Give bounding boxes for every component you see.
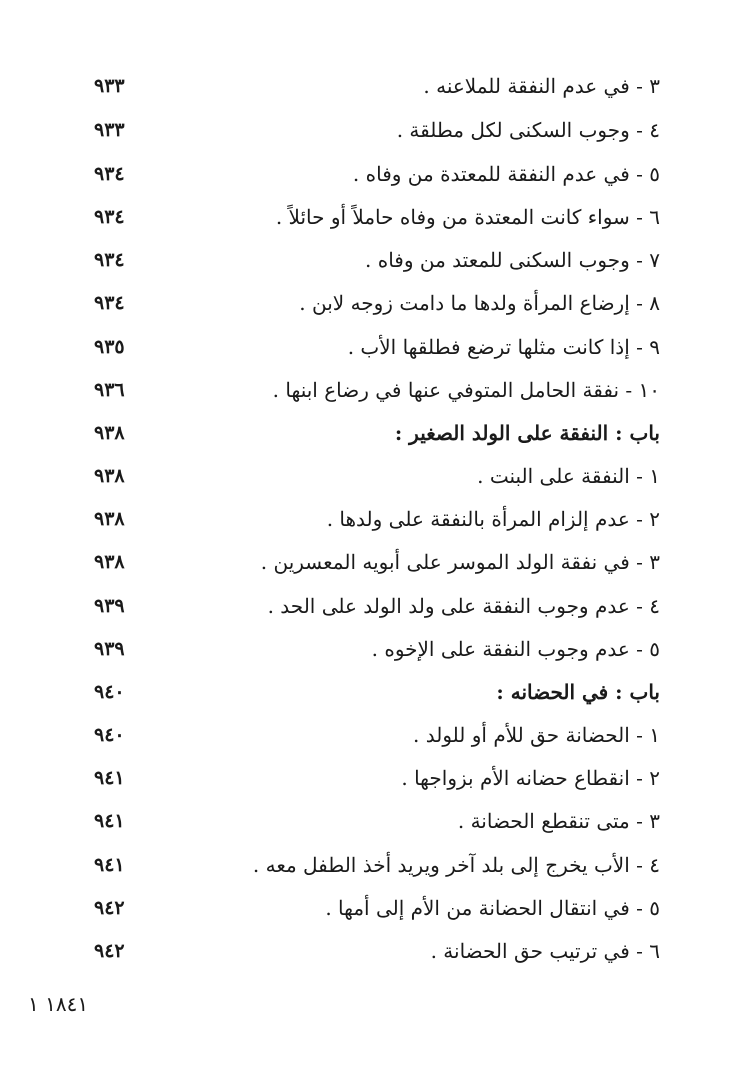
entry-page-number: ٩٣٣ bbox=[94, 75, 125, 97]
entry-page-number: ٩٣٦ bbox=[94, 379, 125, 401]
entry-page-number: ٩٤١ bbox=[94, 767, 125, 789]
toc-entry bbox=[0, 635, 752, 675]
toc-entry bbox=[0, 894, 752, 934]
entry-page-number: ٩٣٤ bbox=[94, 249, 125, 271]
entry-page-number: ٩٤٢ bbox=[94, 940, 125, 962]
section-title: باب : في الحضانه : bbox=[496, 680, 660, 704]
toc-entry bbox=[0, 376, 752, 416]
toc-entry bbox=[0, 807, 752, 847]
toc-section-heading bbox=[0, 678, 752, 718]
toc-entry bbox=[0, 548, 752, 588]
entry-title: ٦ - سواء كانت المعتدة من وفاه حاملاً أو حائلاً . bbox=[275, 205, 660, 229]
toc-entry bbox=[0, 116, 752, 156]
toc-entry bbox=[0, 592, 752, 632]
entry-title: ٣ - في نفقة الولد الموسر على أبويه المعسرين . bbox=[260, 550, 660, 574]
entry-title: ٦ - في ترتيب حق الحضانة . bbox=[430, 939, 660, 963]
entry-page-number: ٩٤٢ bbox=[94, 897, 125, 919]
entry-title: ٤ - وجوب السكنى لكل مطلقة . bbox=[396, 118, 660, 142]
toc-entry bbox=[0, 72, 752, 112]
toc-entry bbox=[0, 721, 752, 761]
entry-title: ٨ - إرضاع المرأة ولدها ما دامت زوجه لابن . bbox=[299, 291, 660, 315]
entry-title: ٣ - متى تنقطع الحضانة . bbox=[457, 809, 660, 833]
entry-title: ٢ - انقطاع حضانه الأم بزواجها . bbox=[401, 766, 660, 790]
entry-page-number: ٩٣٩ bbox=[94, 638, 125, 660]
entry-title: ٣ - في عدم النفقة للملاعنه . bbox=[423, 74, 660, 98]
toc-entry bbox=[0, 333, 752, 373]
toc-entry bbox=[0, 505, 752, 545]
toc-section-heading bbox=[0, 419, 752, 459]
entry-page-number: ٩٤١ bbox=[94, 810, 125, 832]
toc-entry bbox=[0, 246, 752, 286]
entry-title: ٥ - في انتقال الحضانة من الأم إلى أمها . bbox=[325, 896, 660, 920]
entry-page-number: ٩٤١ bbox=[94, 854, 125, 876]
toc-entry bbox=[0, 851, 752, 891]
entry-title: ٧ - وجوب السكنى للمعتد من وفاه . bbox=[365, 248, 660, 272]
entry-page-number: ٩٣٣ bbox=[94, 119, 125, 141]
entry-page-number: ٩٣٤ bbox=[94, 206, 125, 228]
toc-entry bbox=[0, 937, 752, 977]
entry-title: ١ - الحضانة حق للأم أو للولد . bbox=[413, 723, 660, 747]
toc-entry bbox=[0, 764, 752, 804]
entry-title: ١٠ - نفقة الحامل المتوفي عنها في رضاع ابنها . bbox=[272, 378, 660, 402]
toc-entry bbox=[0, 289, 752, 329]
entry-page-number: ٩٣٨ bbox=[94, 465, 125, 487]
entry-page-number: ٩٣٤ bbox=[94, 292, 125, 314]
entry-page-number: ٩٣٨ bbox=[94, 508, 125, 530]
entry-page-number: ٩٤٠ bbox=[94, 681, 125, 703]
entry-page-number: ٩٣٨ bbox=[94, 551, 125, 573]
entry-page-number: ٩٣٤ bbox=[94, 163, 125, 185]
toc-entry bbox=[0, 203, 752, 243]
section-title: باب : النفقة على الولد الصغير : bbox=[394, 421, 660, 445]
entry-page-number: ٩٤٠ bbox=[94, 724, 125, 746]
entry-title: ٥ - في عدم النفقة للمعتدة من وفاه . bbox=[352, 162, 660, 186]
toc-entry bbox=[0, 462, 752, 502]
entry-page-number: ٩٣٥ bbox=[94, 336, 125, 358]
entry-title: ٥ - عدم وجوب النفقة على الإخوه . bbox=[371, 637, 660, 661]
entry-title: ١ - النفقة على البنت . bbox=[477, 464, 660, 488]
entry-title: ٤ - الأب يخرج إلى بلد آخر ويريد أخذ الطفل معه . bbox=[252, 853, 660, 877]
entry-page-number: ٩٣٨ bbox=[94, 422, 125, 444]
toc-entry bbox=[0, 160, 752, 200]
page-footer-number: ١٨٤١ ١ bbox=[28, 992, 89, 1016]
entry-title: ٩ - إذا كانت مثلها ترضع فطلقها الأب . bbox=[347, 335, 660, 359]
entry-title: ٤ - عدم وجوب النفقة على ولد الولد على الحد . bbox=[267, 594, 660, 618]
entry-title: ٢ - عدم إلزام المرأة بالنفقة على ولدها . bbox=[326, 507, 660, 531]
entry-page-number: ٩٣٩ bbox=[94, 595, 125, 617]
